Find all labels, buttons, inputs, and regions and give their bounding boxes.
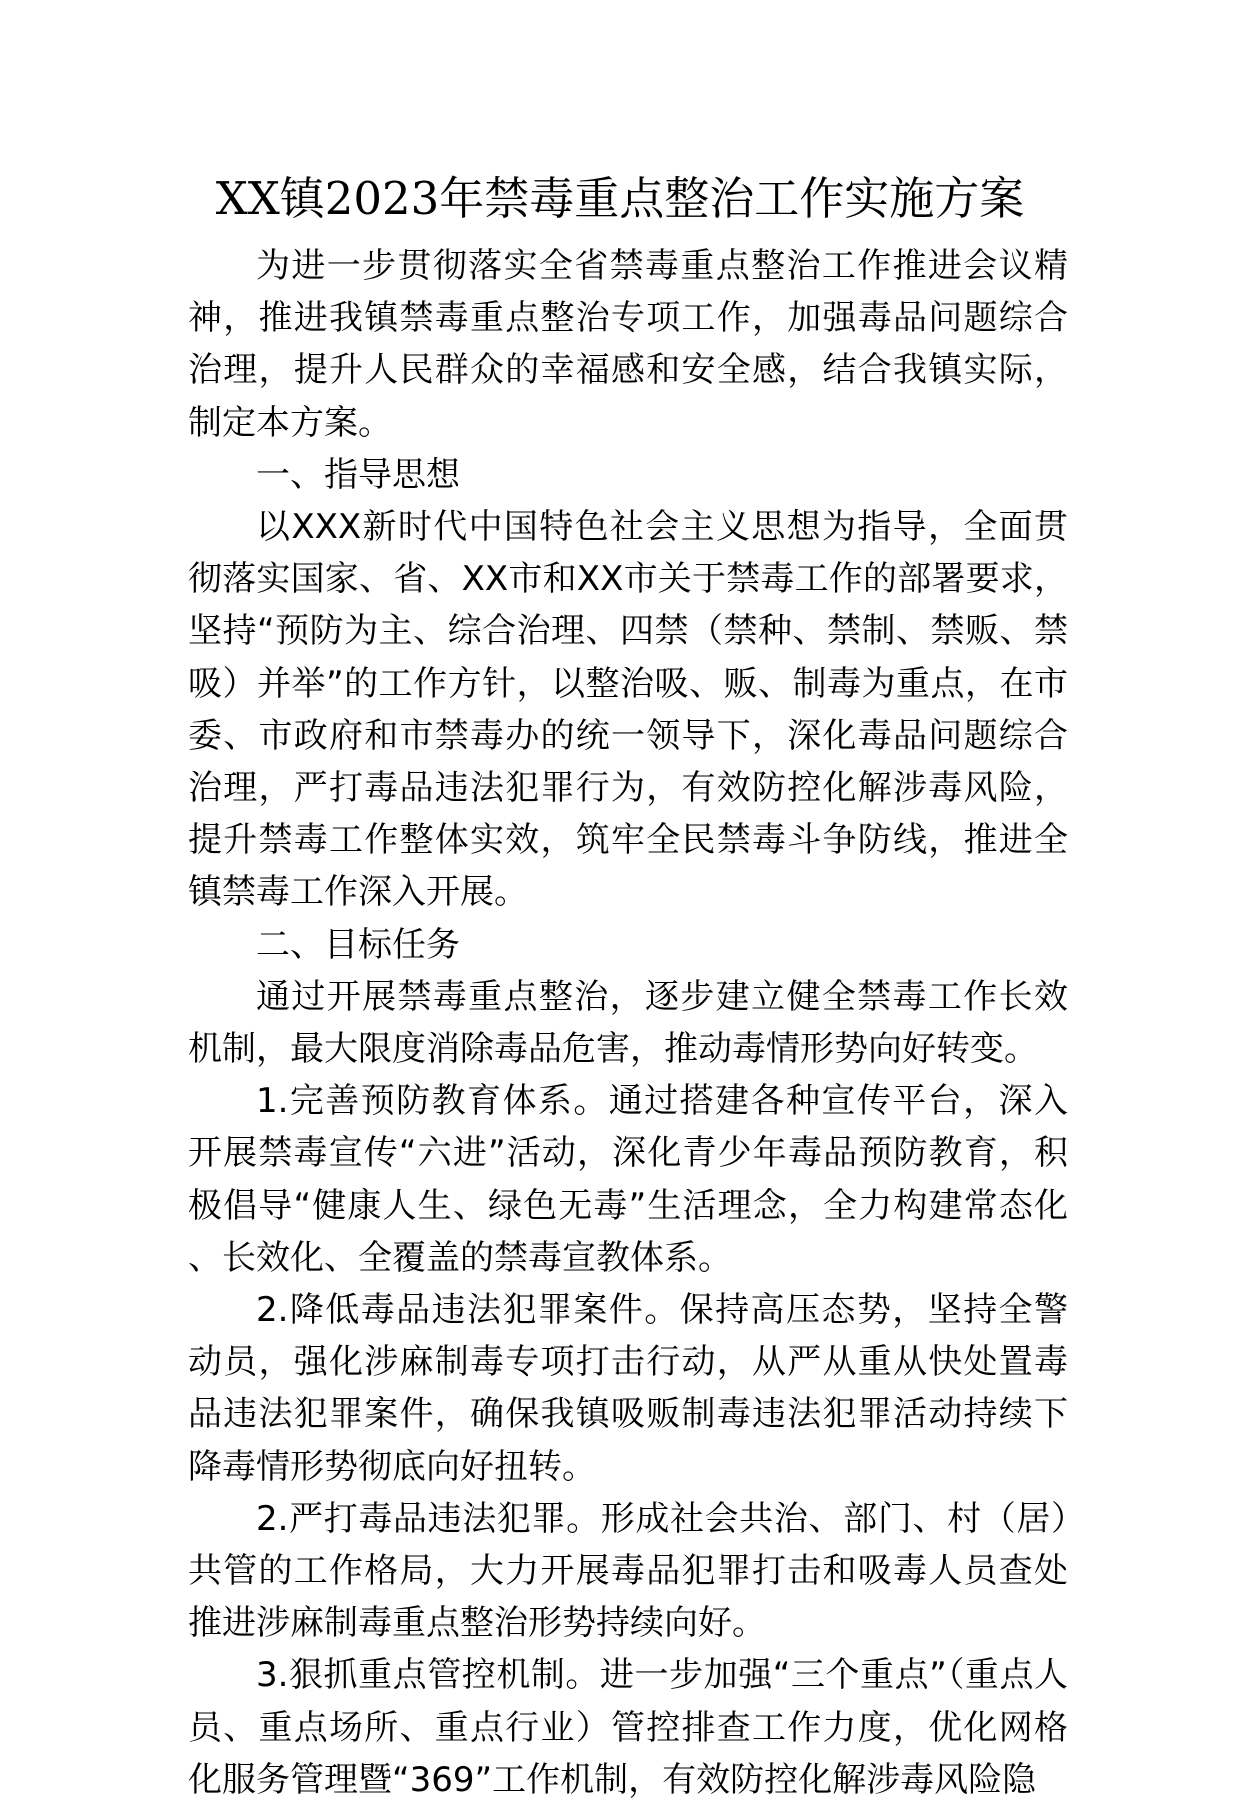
document-body	[188, 240, 1068, 1806]
goals-paragraph: 通过开展禁毒重点整治，逐步建立健全禁毒工作长效机制，最大限度消除毒品危害，推动毒情形势向好转变。	[188, 976, 1068, 1070]
task-item-crackdown: 2.严打毒品违法犯罪。形成社会共治、部门、村（居）共管的工作格局，大力开展毒品犯罪打击和吸毒人员查处推进涉麻制毒重点整治形势持续向好。	[188, 1498, 1068, 1644]
task-item-reduce-cases: 2.降低毒品违法犯罪案件。保持高压态势，坚持全警动员，强化涉麻制毒专项打击行动，从严从重从快处置毒品违法犯罪案件，确保我镇吸贩制毒违法犯罪活动持续下降毒情形势彻底向好扭转。	[188, 1290, 1068, 1487]
section-heading-guiding-ideology: 一、指导思想	[256, 454, 460, 495]
task-item-prevention-education: 1.完善预防教育体系。通过搭建各种宣传平台，深入开展禁毒宣传“六进”活动，深化青少年毒品预防教育，积极倡导“健康人生、绿色无毒”生活理念，全力构建常态化、长效化、全覆盖的禁毒宣教体系。	[188, 1081, 1068, 1278]
intro-paragraph: 为进一步贯彻落实全省禁毒重点整治工作推进会议精神，推进我镇禁毒重点整治专项工作，加强毒品问题综合治理，提升人民群众的幸福感和安全感，结合我镇实际，制定本方案。	[188, 246, 1068, 443]
task-item-key-control: 3.狠抓重点管控机制。进一步加强“三个重点”（重点人员、重点场所、重点行业）管控排查工作力度，优化网格化服务管理暨“369”工作机制，有效防控化解涉毒风险隐	[188, 1655, 1068, 1800]
guiding-ideology-paragraph: 以XXX新时代中国特色社会主义思想为指导，全面贯彻落实国家、省、XX市和XX市关于禁毒工作的部署要求，坚持“预防为主、综合治理、四禁（禁种、禁制、禁贩、禁吸）并举”的工作方针，以整治吸、贩、制毒为重点，在市委、市政府和市禁毒办的统一领导下，深化毒品问题综合治理，严打毒品违法犯罪行为，有效防控化解涉毒风险，提升禁毒工作整体实效，筑牢全民禁毒斗争防线，推进全镇禁毒工作深入开展。	[188, 507, 1068, 913]
document-title: XX镇2023年禁毒重点整治工作实施方案	[215, 172, 1025, 225]
section-heading-goals-tasks: 二、目标任务	[256, 924, 460, 965]
